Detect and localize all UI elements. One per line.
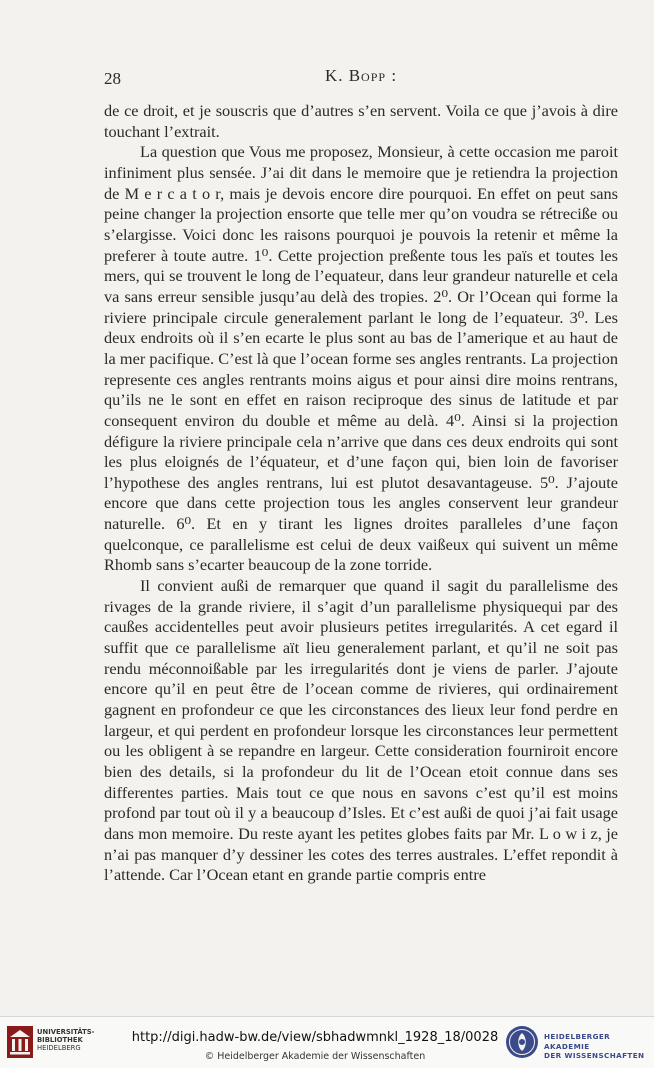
document-url-link[interactable]: http://digi.hadw-bw.de/view/sbhadwmnkl_1928_18/0028 (131, 1030, 499, 1045)
body-text (104, 101, 618, 886)
paragraph-1: de ce droit, et je souscris que d’autres s’en servent. Voila ce que j’avois à dire touchant l’extrait. (104, 101, 618, 141)
running-head: K. Bopp : (324, 66, 398, 85)
paragraph-2: La question que Vous me proposez, Monsieur, à cette occasion me paroit infiniment plus sensée. J’ai dit dans le memoire que je retiendra la projection de M e r c a t o r, mais je devois encore dire pourquoi. En effet on peut sans peine changer la projection ensorte que telle mer qu’on voudra se rétreciße ou s’elargisse. Voici donc les raisons pourquoi je pouvois la retenir et même la preferer à toute autre. 1⁰. Cette projection preßente tous les païs et toutes les mers, qui se trouvent le long de l’equateur, dans leur grandeur naturelle et cela va sans erreur sensible jusqu’au delà des tropies. 2⁰. Or l’Ocean qui forme la riviere principale circule generalement parlant le long de l’equateur. 3⁰. Les deux endroits où il s’en ecarte le plus sont au bas de l’amerique et au haut de la mer pacifique. C’est là que l’ocean forme ses angles rentrants. La projection represente ces angles rentrants moins aigus et pour ainsi dire moins rentrans, qu’ils ne le sont en effet en raison reciproque des sinus de latitude et par consequent environ du double et même au delà. 4⁰. Ainsi si la projection défigure la riviere principale cela n’arrive que dans ces deux endroits qui sont les plus eloignés de l’équateur, et d’une façon qui, bien loin de favoriser l’hypothese des angles rentrans, lui est plutot desavantageuse. 5⁰. J’ajoute encore que dans cette projection tous les angles conservent leur grandeur naturelle. 6⁰. Et en y tirant les lignes droites paralleles d’une façon quelconque, ce parallelisme est celui de deux vaißeux qui suivent un même Rhomb sans s’ecarter beaucoup de la zone torride. (104, 142, 618, 575)
page-number: 28 (104, 69, 121, 88)
academy-name: HEIDELBERGER AKADEMIE DER WISSENSCHAFTEN (544, 1032, 645, 1060)
copyright-notice: © Heidelberger Akademie der Wissenschaften (204, 1051, 426, 1062)
viewer-footer (0, 1016, 654, 1068)
library-building-icon (7, 1026, 33, 1058)
library-name: UNIVERSITÄTS- BIBLIOTHEK HEIDELBERG (37, 1028, 95, 1052)
paragraph-3: Il convient außi de remarquer que quand il sagit du parallelisme des rivages de la grande riviere, il s’agit d’un parallelisme physiquequi par des caußes accidentelles peut avoir plusieurs petites irregularités. A cet egard il suffit que ce parallelisme aït lieu generalement parlant, et qu’il ne soit pas rendu méconnoißable par les irregularités dont je viens de parler. J’ajoute encore qu’il en peut être de l’ocean comme de rivieres, qui ordinairement gagnent en profondeur ce que les circonstances des lieux leur fond perdre en largeur, et qui perdent en profondeur lorsque les circonstances leur permettent ou les obligent à se repandre en largeur. Cette consideration fourniroit encore bien des details, si la profondeur du lit de l’Ocean etoit connue dans ses differentes parties. Mais tout ce que nous en savons c’est qu’il est moins profond par tout où il y a beaucoup d’Isles. Et c’est außi de quoi j’ai fait usage dans mon memoire. Du reste ayant les petites globes faits par Mr. L o w i z, je n’ai pas manquer d’y dessiner les cotes des terres australes. L’effet repondit à l’attende. Car l’Ocean etant en grande partie compris entre (104, 576, 618, 885)
academy-seal-icon (505, 1025, 539, 1059)
page-header (104, 66, 618, 90)
